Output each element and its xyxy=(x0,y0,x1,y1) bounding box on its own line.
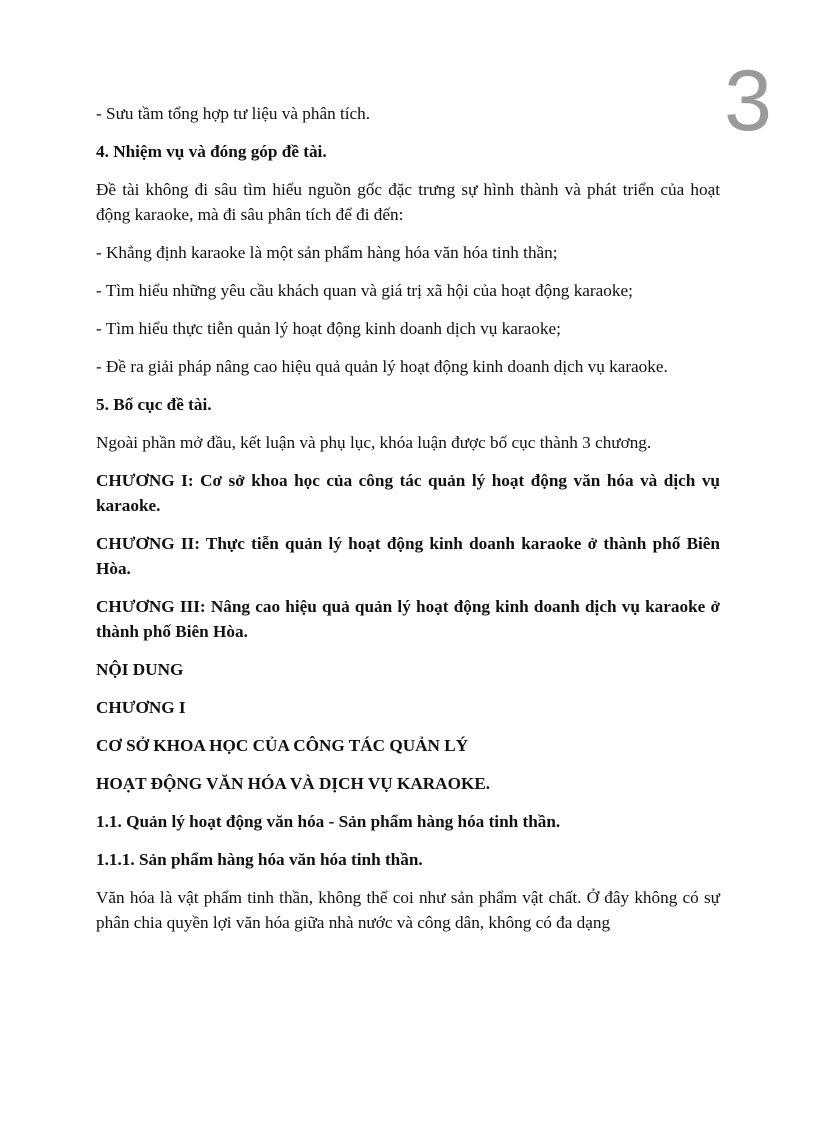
chapter-1-title-line-1: CƠ SỞ KHOA HỌC CỦA CÔNG TÁC QUẢN LÝ xyxy=(96,736,469,755)
subsection-heading-1-1-1: 1.1.1. Sản phẩm hàng hóa văn hóa tinh thần. xyxy=(96,850,423,869)
section-heading-4: 4. Nhiệm vụ và đóng góp đề tài. xyxy=(96,142,327,161)
paragraph-research-method: - Sưu tầm tổng hợp tư liệu và phân tích. xyxy=(96,104,371,123)
list-item-solutions: - Đề ra giải pháp nâng cao hiệu quả quản lý hoạt động kinh doanh dịch vụ karaoke. xyxy=(96,357,668,376)
paragraph-structure: Ngoài phần mở đầu, kết luận và phụ lục, khóa luận được bố cục thành 3 chương. xyxy=(96,433,652,452)
chapter-3-summary: CHƯƠNG III: Nâng cao hiệu quả quản lý hoạt động kinh doanh dịch vụ karaoke ở thành phố Biên Hòa. xyxy=(96,597,720,641)
content-heading: NỘI DUNG xyxy=(96,660,184,679)
chapter-2-summary: CHƯƠNG II: Thực tiễn quản lý hoạt động kinh doanh karaoke ở thành phố Biên Hòa. xyxy=(96,534,720,578)
section-heading-5: 5. Bố cục đề tài. xyxy=(96,395,212,414)
list-item-requirements: - Tìm hiểu những yêu cầu khách quan và giá trị xã hội của hoạt động karaoke; xyxy=(96,281,633,300)
page-number: 3 xyxy=(724,53,772,149)
chapter-1-heading: CHƯƠNG I xyxy=(96,698,186,717)
chapter-1-summary: CHƯƠNG I: Cơ sở khoa học của công tác quản lý hoạt động văn hóa và dịch vụ karaoke. xyxy=(96,471,720,515)
subsection-heading-1-1: 1.1. Quản lý hoạt động văn hóa - Sản phẩm hàng hóa tinh thần. xyxy=(96,812,561,831)
paragraph-topic-scope: Đề tài không đi sâu tìm hiểu nguồn gốc đặc trưng sự hình thành và phát triển của hoạt động karaoke, mà đi sâu phân tích để đi đến: xyxy=(96,180,720,224)
chapter-1-title-line-2: HOẠT ĐỘNG VĂN HÓA VÀ DỊCH VỤ KARAOKE. xyxy=(96,774,491,793)
list-item-practice: - Tìm hiểu thực tiễn quản lý hoạt động kinh doanh dịch vụ karaoke; xyxy=(96,319,561,338)
document-body xyxy=(96,101,720,948)
list-item-affirm: - Khẳng định karaoke là một sản phẩm hàng hóa văn hóa tinh thần; xyxy=(96,243,558,262)
paragraph-culture-definition: Văn hóa là vật phẩm tinh thần, không thể coi như sản phẩm vật chất. Ở đây không có sự phân chia quyền lợi văn hóa giữa nhà nước và công dân, không có đa dạng xyxy=(96,888,720,932)
